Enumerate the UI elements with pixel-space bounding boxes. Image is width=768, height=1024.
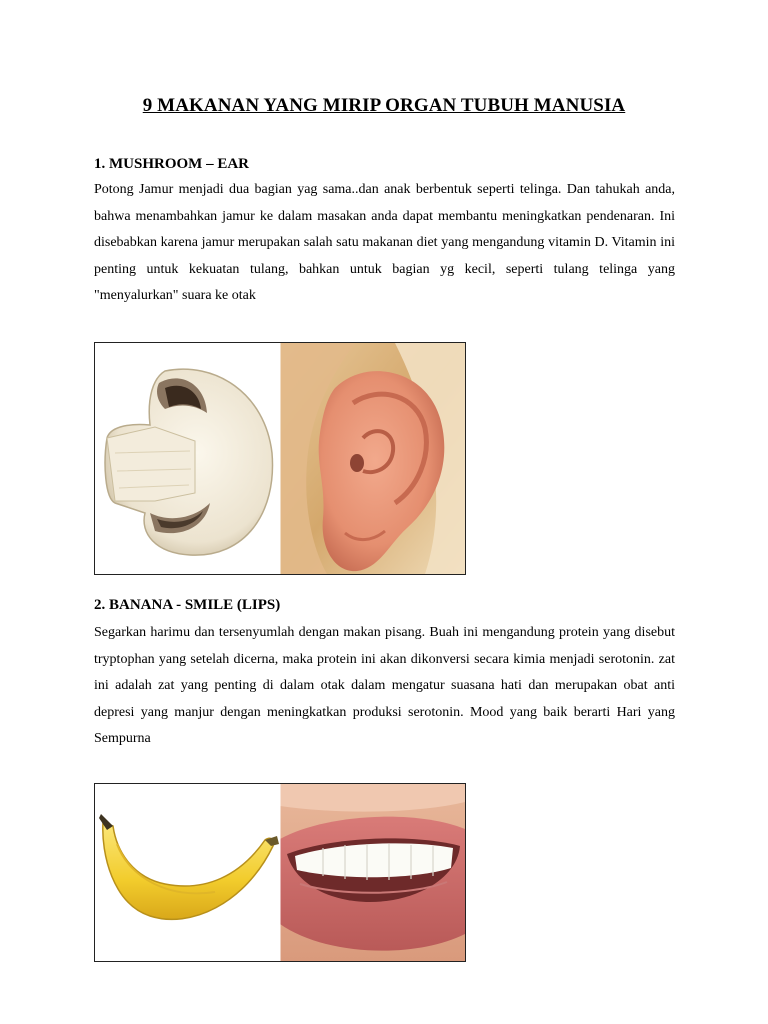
section-heading-mushroom-ear: 1. MUSHROOM – EAR	[94, 156, 249, 172]
human-ear-image	[280, 343, 465, 574]
mushroom-ear-photos	[94, 342, 466, 575]
mushroom-half-image	[95, 343, 280, 574]
section-body-banana-smile: Segarkan harimu dan tersenyumlah dengan makan pisang. Buah ini mengandung protein yang disebut tryptophan yang setelah dicerna, maka protein ini akan dikonversi secara kimia menjadi serotonin. zat ini adalah zat yang penting di dalam otak dalam mengatur suasana hati dan merupakan obat anti depresi yang manjur dengan meningkatkan produksi serotonin. Mood yang baik berarti Hari yang Sempurna	[94, 625, 675, 746]
smiling-lips-image	[280, 784, 465, 961]
banana-smile-photos	[94, 783, 466, 962]
banana-image	[95, 784, 280, 961]
page-title: 9 MAKANAN YANG MIRIP ORGAN TUBUH MANUSIA	[142, 95, 626, 116]
section-heading-banana-smile: 2. BANANA - SMILE (LIPS)	[94, 597, 281, 613]
section-body-mushroom-ear: Potong Jamur menjadi dua bagian yag sama..dan anak berbentuk seperti telinga. Dan tahukah anda, bahwa menambahkan jamur ke dalam masakan anda dapat membantu meningkatkan pendenaran. Ini disebabkan karena jamur merupakan salah satu makanan diet yang mengandung vitamin D. Vitamin ini penting untuk kekuatan tulang, bahkan untuk bagian yg kecil, seperti tulang telinga yang "menyalurkan" suara ke otak	[94, 182, 675, 303]
